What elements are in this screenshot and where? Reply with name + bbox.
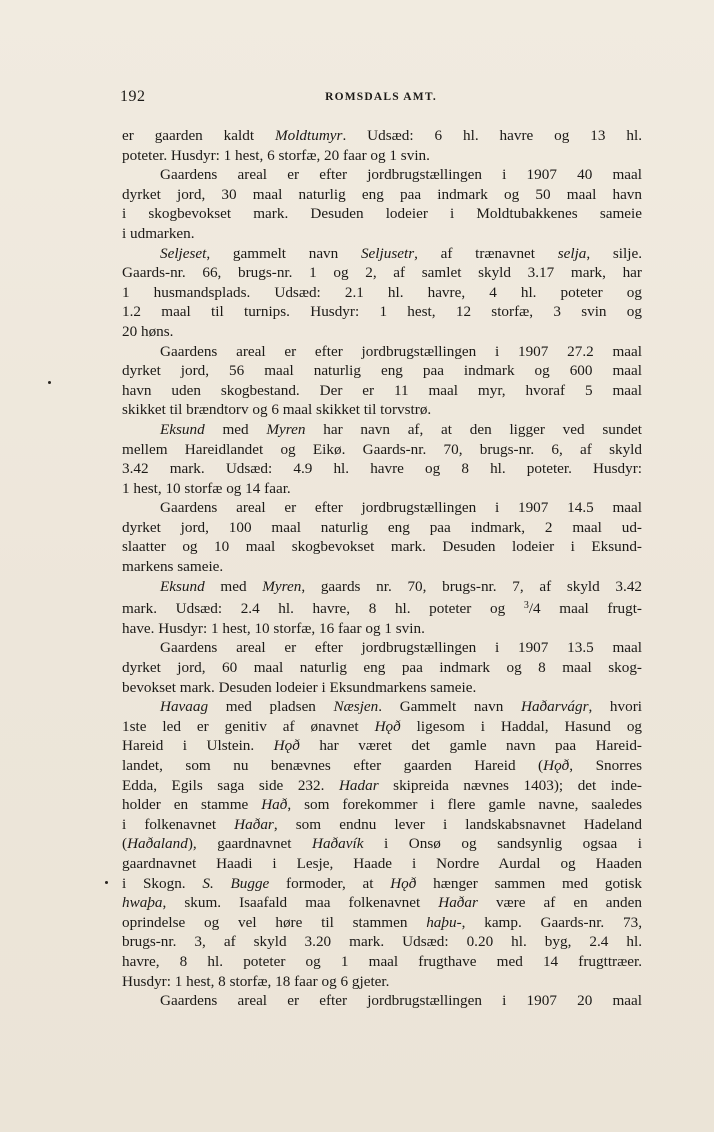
text-line-19: 1 hest, 10 storfæ og 14 faar. [122,479,291,497]
text-line-41: oprindelse og vel høre til stammen haþu-, kamp. Gaards-nr. 73, [122,913,642,931]
text-line-6: i udmarken. [122,224,195,242]
text-line-14: havn uden skogbestand. Der er 11 maal myr, hvoraf 5 maal [122,381,642,399]
text-line-34: Edda, Egils saga side 232. Hadar skipreida nævnes 1403); det inde- [122,776,642,794]
text-line-26: have. Husdyr: 1 hest, 10 storfæ, 16 faar og 1 svin. [122,619,425,637]
text-line-2: poteter. Husdyr: 1 hest, 6 storfæ, 20 faar og 1 svin. [122,146,430,164]
text-line-24: Eksund med Myren, gaards nr. 70, brugs-nr. 7, af skyld 3.42 [160,577,643,595]
text-line-18: 3.42 mark. Udsæd: 4.9 hl. havre og 8 hl. poteter. Husdyr: [122,460,642,478]
text-line-23: markens sameie. [122,558,224,576]
margin-speck-1 [48,381,51,384]
text-line-10: 1.2 maal til turnips. Husdyr: 1 hest, 12 storfæ, 3 svin og [122,303,642,321]
text-line-43: havre, 8 hl. poteter og 1 maal frugthave med 14 frugttræer. [122,952,642,970]
text-line-42: brugs-nr. 3, af skyld 3.20 mark. Udsæd: 0.20 hl. byg, 2.4 hl. [122,933,642,951]
text-line-27: Gaardens areal er efter jordbrugstællingen i 1907 13.5 maal [160,639,642,657]
text-line-13: dyrket jord, 56 maal naturlig eng paa indmark og 600 maal [122,362,642,380]
text-line-30: Havaag med pladsen Næsjen. Gammelt navn Haðarvágr, hvori [160,698,642,716]
text-line-31: 1ste led er genitiv af ønavnet Hǫð ligesom i Haddal, Hasund og [122,717,643,735]
text-line-37: (Haðaland), gaardnavnet Haðavík i Onsø og sandsynlig ogsaa i [122,835,642,853]
text-line-22: slaatter og 10 maal skogbevokset mark. Desuden lodeier i Eksund- [122,538,642,556]
page-number: 192 [120,88,146,105]
text-line-7: Seljeset, gammelt navn Seljusetr, af trænavnet selja, silje. [160,244,642,262]
text-line-20: Gaardens areal er efter jordbrugstællingen i 1907 14.5 maal [160,499,642,517]
text-line-28: dyrket jord, 60 maal naturlig eng paa indmark og 8 maal skog- [122,659,642,677]
text-line-35: holder en stamme Hað, som forekommer i flere gamle navne, saaledes [122,796,642,814]
body-text [122,126,642,1011]
text-line-16: Eksund med Myren har navn af, at den ligger ved sundet [160,420,643,438]
running-head: ROMSDALS AMT. [325,91,437,103]
text-line-9: 1 husmandsplads. Udsæd: 2.1 hl. havre, 4 hl. poteter og [122,283,642,301]
text-line-33: landet, som nu benævnes efter gaarden Hareid (Hǫð, Snorres [122,757,642,774]
text-line-15: skikket til brændtorv og 6 maal skikket til torvstrø. [122,401,432,419]
text-line-39: i Skogn. S. Bugge formoder, at Hǫð hænger sammen med gotisk [122,874,642,892]
text-line-25: mark. Udsæd: 2.4 hl. havre, 8 hl. poteter og $^3$/4 maal frugt- [122,600,642,618]
text-line-17: mellem Hareidlandet og Eikø. Gaards-nr. 70, brugs-nr. 6, af skyld [122,440,642,458]
text-line-44: Husdyr: 1 hest, 8 storfæ, 18 faar og 6 gjeter. [122,972,390,990]
text-line-32: Hareid i Ulstein. Hǫð har været det gamle navn paa Hareid- [122,737,642,755]
page-header [120,88,642,112]
text-line-40: hwaþa, skum. Isaafald maa folkenavnet Haðar være af en anden [122,894,642,912]
text-line-8: Gaards-nr. 66, brugs-nr. 1 og 2, af samlet skyld 3.17 mark, har [122,264,642,282]
text-line-1: er gaarden kaldt Moldtumyr. Udsæd: 6 hl. havre og 13 hl. [122,127,642,144]
text-line-5: i skogbevokset mark. Desuden lodeier i Moldtubakkenes sameie [122,205,642,223]
text-line-4: dyrket jord, 30 maal naturlig eng paa indmark og 50 maal havn [122,185,642,203]
text-line-12: Gaardens areal er efter jordbrugstællingen i 1907 27.2 maal [160,342,642,360]
text-line-36: i folkenavnet Haðar, som endnu lever i landskabsnavnet Hadeland [122,815,642,833]
text-line-11: 20 høns. [122,322,174,340]
text-line-45: Gaardens areal er efter jordbrugstællingen i 1907 20 maal [160,992,642,1010]
text-line-29: bevokset mark. Desuden lodeier i Eksundmarkens sameie. [122,678,477,696]
margin-speck-2 [105,881,108,884]
text-line-38: gaardnavnet Haadi i Lesje, Haade i Nordre Aurdal og Haaden [122,854,642,872]
text-line-3: Gaardens areal er efter jordbrugstællingen i 1907 40 maal [160,166,642,184]
text-line-21: dyrket jord, 100 maal naturlig eng paa indmark, 2 maal ud- [122,518,642,536]
